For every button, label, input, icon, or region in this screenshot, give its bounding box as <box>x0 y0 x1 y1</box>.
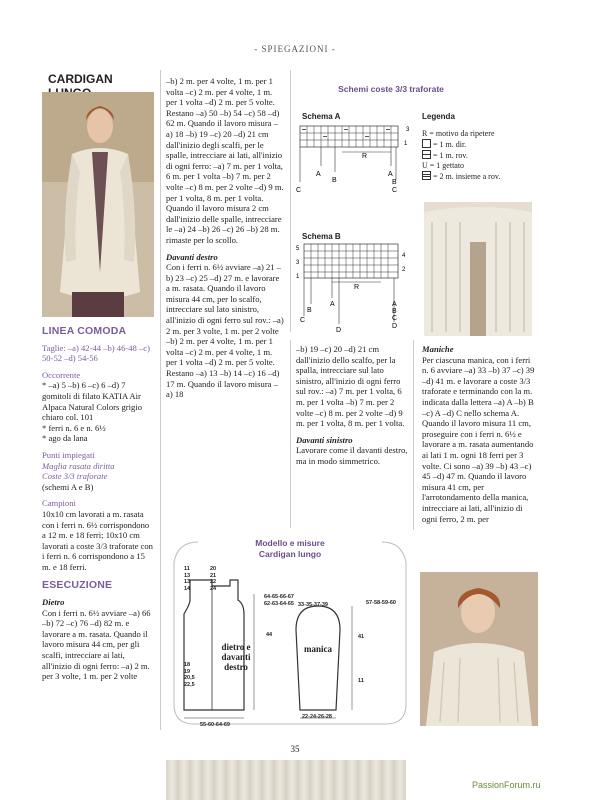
schema-b-chart <box>296 242 414 336</box>
right-measures <box>264 594 294 608</box>
svg-text:C: C <box>392 315 398 322</box>
svg-text:3: 3 <box>296 260 300 266</box>
column-3 <box>296 344 408 467</box>
top-measures-a <box>184 566 190 592</box>
measure: 11 <box>358 678 364 684</box>
sleeve-label: manica <box>304 644 332 654</box>
svg-text:R: R <box>362 153 368 160</box>
footer-watermark: PassionForum.ru <box>472 780 541 790</box>
svg-text:4: 4 <box>402 253 406 259</box>
top-measures-b <box>210 566 216 592</box>
measure: 22 <box>210 579 217 585</box>
punti-item: Coste 3/3 traforate <box>42 471 108 482</box>
knit-symbol-icon <box>422 139 431 148</box>
modello-box <box>168 534 412 730</box>
measure: 24 <box>210 585 217 592</box>
measure: 33-35-37-39 <box>298 602 328 608</box>
schema-a-label: Schema A <box>302 112 341 121</box>
legenda-text: = 1 m. rov. <box>433 151 468 160</box>
legenda-heading: Legenda <box>422 112 455 121</box>
schematic-drawing <box>168 560 412 726</box>
svg-text:B: B <box>332 177 337 184</box>
punti-item: Maglia rasata diritta <box>42 460 115 471</box>
schemi-title: Schemi coste 3/3 traforate <box>338 84 444 94</box>
occorrente-item: * –a) 5 –b) 6 –c) 6 –d) 7 gomitoli di filato KATIA Air Alpaca Natural Colors grigio chiaro col. 101 <box>42 380 142 423</box>
occorrente-heading: Occorrente <box>42 369 81 380</box>
taglie-text <box>42 343 154 364</box>
legenda-item <box>422 139 546 150</box>
measure: 22-24-26-28 <box>302 714 332 720</box>
page-number: 35 <box>290 744 300 754</box>
knit-texture-strip <box>166 760 406 800</box>
modello-title: Modello e misure <box>255 538 325 548</box>
maniche-heading: Maniche <box>422 344 454 354</box>
col3-text: –b) 19 –c) 20 –d) 21 cm dall'inizio dello scalfo, per la spalla, intrecciare sul lato sinistro, all'inizio di ogni ferro sul rov.: –a) 7 m. per 1 volta, 6 m. per 1 volta –b) 7 m. per 2 volte –c) 8 m. per 2 volte –d) 9 m. per 1 volta, 8 m. per 1 volta. <box>296 344 405 429</box>
measure: 11 <box>184 566 190 572</box>
svg-text:D: D <box>392 323 398 330</box>
page-header: - SPIEGAZIONI - <box>254 44 336 54</box>
left-measures <box>184 662 195 688</box>
svg-text:2: 2 <box>402 267 406 273</box>
measure: 57-58-59-60 <box>366 600 396 606</box>
sinistro-heading: Davanti sinistro <box>296 434 353 445</box>
punti-heading: Punti impiegati <box>42 449 95 460</box>
title-text: CARDIGAN <box>48 72 113 86</box>
svg-text:A: A <box>392 301 397 308</box>
measure: 22,5 <box>184 681 195 688</box>
punti-note: (schemi A e B) <box>42 481 94 492</box>
legenda-text: = 2 m. insieme a rov. <box>433 172 501 181</box>
dietro-heading: Dietro <box>42 597 65 608</box>
column-divider <box>290 70 291 332</box>
column-1 <box>42 326 154 682</box>
measure: 20,5 <box>184 675 195 681</box>
column-2 <box>166 76 284 400</box>
svg-text:3: 3 <box>406 127 410 133</box>
section-esecuzione: ESECUZIONE <box>42 579 113 592</box>
schema-b-label: Schema B <box>302 232 341 241</box>
model-photo-2 <box>420 572 538 726</box>
measure: 44 <box>266 632 273 638</box>
measure: 21 <box>210 572 217 579</box>
legenda-item: R = motivo da ripetere <box>422 129 495 138</box>
modello-subtitle: Cardigan lungo <box>258 549 322 559</box>
svg-text:C: C <box>392 187 398 194</box>
legenda-item <box>422 171 546 182</box>
sinistro-text: Lavorare come il davanti destro, ma in modo simmetrico. <box>296 445 408 466</box>
taglie-value: Taglie: –a) 42-44 –b) 46-48 –c) 50-52 –d) 54-56 <box>42 342 150 364</box>
measure: 13 <box>184 572 191 579</box>
measure: 55-60-64-69 <box>200 722 230 728</box>
svg-text:A: A <box>316 171 321 178</box>
campioni-heading: Campioni <box>42 498 76 509</box>
svg-text:C: C <box>296 187 302 194</box>
section-linea: LINEA COMODA <box>42 325 127 337</box>
detail-photo <box>424 202 532 336</box>
svg-text:1: 1 <box>296 274 300 280</box>
occorrente-item: * ferri n. 6 e n. 6½ <box>42 422 106 433</box>
column-divider <box>160 70 161 730</box>
campioni-text: 10x10 cm lavorati a m. rasata con i ferri n. 6½ corrispondono a 12 m. e 18 ferri; 10x10 cm lavorati a coste 3/3 traforate con i ferri n. 6 corrispondono a 15 m. e 18 ferri. <box>42 508 153 572</box>
svg-text:B: B <box>307 307 312 314</box>
svg-text:B: B <box>392 179 397 186</box>
measure: 14 <box>184 585 191 592</box>
purl-symbol-icon <box>422 150 431 159</box>
svg-text:A: A <box>388 171 393 178</box>
column-divider <box>413 340 414 530</box>
legenda <box>422 112 546 182</box>
decrease-symbol-icon <box>422 171 431 180</box>
model-photo <box>42 92 154 317</box>
svg-text:C: C <box>300 317 306 324</box>
svg-text:R: R <box>354 284 360 291</box>
destro-text: Con i ferri n. 6½ avviare –a) 21 –b) 23 –c) 25 –d) 27 m. e lavorare a m. rasata. Quando il lavoro misura 44 cm, per lo scalfo, intrecciare sul lato sinistro, all'inizio di ogni ferro sul rov.: –a) 2 m. per 3 volte, 1 m. per 2 volte –b) 2 m. per 4 volte, 1 m. per 1 volta –c) 2 m. per 4 volte, 1 m. per 1 volta –d) 2 m. per 5 volte. Restano –a) 13 –b) 14 –c) 16 –d) 17 m. Quando il lavoro misura –a) 18 <box>166 262 284 400</box>
measure: 13 <box>184 579 191 585</box>
article-title <box>42 72 154 88</box>
column-4 <box>422 344 538 524</box>
body-label: dietro e davanti destro <box>221 642 251 672</box>
svg-text:5: 5 <box>296 246 300 252</box>
svg-text:1: 1 <box>404 141 408 147</box>
schema-a-chart <box>296 124 414 196</box>
col2-text: –b) 2 m. per 4 volte, 1 m. per 1 volta –c) 2 m. per 4 volte, 1 m. per 1 volta –d) 2 m. per 5 volte. Restano –a) 50 –b) 54 –c) 58 –d) 62 m. Quando il lavoro misura –a) 18 –b) 19 –c) 20 –d) 21 cm dall'inizio degli scalfi, per le spalle, intrecciare ai lati, all'inizio di ogni ferro: –a) 7 m. per 1 volta, 6 m. per 1 volta –b) 7 m. per 2 volte –c) 8 m. per 2 volte –d) 9 m. per 1 volta, 8 m. per 1 volta. Quando il lavoro misura 2 cm dall'inizio delle spalle, intrecciare le –a) 24 –b) 26 –c) 26 –b) 28 m. rimaste per lo scollo. <box>166 76 284 245</box>
measure: 18 <box>184 662 191 668</box>
occorrente-item: * ago da lana <box>42 433 88 444</box>
measure: 62-63-64-65 <box>264 601 294 607</box>
measure: 20 <box>210 566 217 572</box>
svg-text:D: D <box>336 327 342 334</box>
svg-text:A: A <box>330 301 335 308</box>
dietro-text: Con i ferri n. 6½ avviare –a) 66 –b) 72 –c) 76 –d) 82 m. e lavorare a m. rasata. Quando il lavoro misura 44 cm, per gli scalfi, intrecciare ai lati, all'inizio di ogni ferro: –a) 2 m. per 3 volte, 1 m. per 2 volte <box>42 607 151 682</box>
destro-heading: Davanti destro <box>166 251 218 262</box>
legenda-item <box>422 150 546 161</box>
column-divider <box>290 340 291 528</box>
legenda-text: = 1 m. dir. <box>433 140 467 149</box>
measure: 64-65-66-67 <box>264 594 294 600</box>
measure: 41 <box>358 634 365 640</box>
maniche-text: Per ciascuna manica, con i ferri n. 6 avviare –a) 33 –b) 37 –c) 39 –d) 41 m. e lavorare a coste 3/3 traforate e terminando con la m. indicata dalla lettera –a) A –b) B –c) A –d) C nello schema A. Quando il lavoro misura 11 cm, proseguire con i ferri n. 6½ e lavorare a m. rasata aumentando ai lati 1 m. ogni 18 ferri per 3 volte. Ci sono –a) 39 –b) 43 –c) 45 –d) 47 m. Quando il lavoro misura 41 cm, per l'arrotondamento della manica, intrecciare ai lati, all'inizio di ogni ferro, 2 m. per <box>422 354 535 524</box>
measure: 19 <box>184 668 191 675</box>
legenda-item: U = 1 gettato <box>422 161 465 170</box>
svg-text:B: B <box>392 308 397 315</box>
